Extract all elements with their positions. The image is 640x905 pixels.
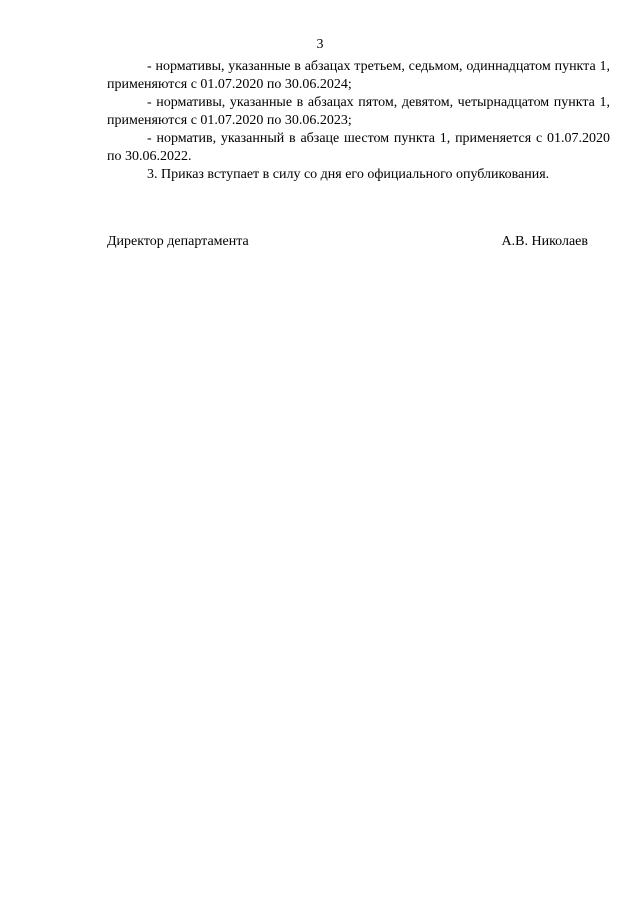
- signatory-position: Директор департамента: [107, 234, 249, 249]
- paragraph-norms-until-2024: - нормативы, указанные в абзацах третьем, седьмом, одиннадцатом пункта 1, применяются с 01.07.2020 по 30.06.2024;: [107, 59, 610, 92]
- signature-block: [107, 233, 588, 251]
- paragraph-effective-date: 3. Приказ вступает в силу со дня его официального опубликования.: [147, 167, 550, 182]
- document-body: [107, 58, 610, 184]
- signatory-name: А.В. Николаев: [501, 234, 588, 249]
- page-number: 3: [316, 37, 324, 52]
- paragraph-norm-until-2022: - норматив, указанный в абзаце шестом пункта 1, применяется с 01.07.2020 по 30.06.2022.: [107, 131, 610, 164]
- paragraph-norms-until-2023: - нормативы, указанные в абзацах пятом, девятом, четырнадцатом пункта 1, применяются с 01.07.2020 по 30.06.2023;: [107, 95, 610, 128]
